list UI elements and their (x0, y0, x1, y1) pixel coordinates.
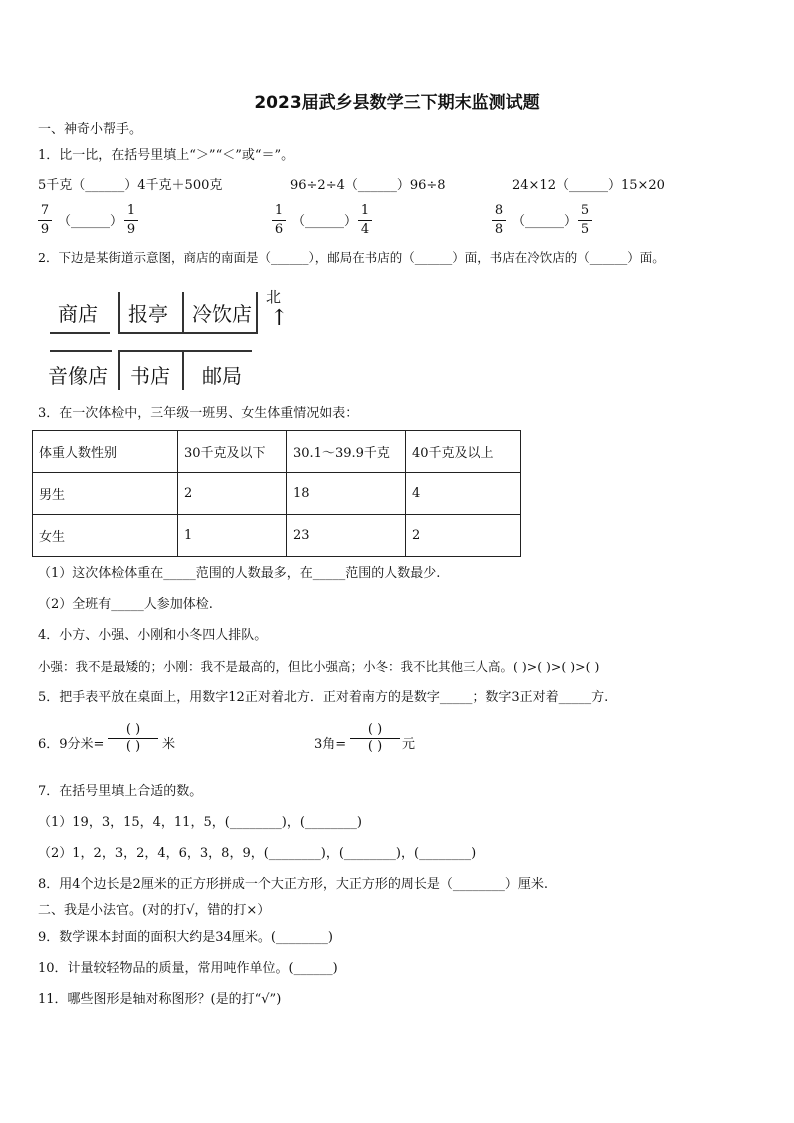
map-post-office: 邮局 (202, 364, 242, 388)
table-cell: 1 (178, 515, 287, 557)
q1-row1-item2: 96÷2÷4（______）96÷8 (290, 178, 446, 193)
denominator-slot: ( ) (367, 739, 383, 754)
section-1-heading: 一、神奇小帮手。 (38, 122, 143, 137)
table-row (33, 515, 521, 557)
q1-frac1-b (124, 203, 138, 238)
weight-table (32, 430, 521, 557)
table-header-cell: 40千克及以上 (406, 431, 521, 473)
table-cell: 2 (178, 473, 287, 515)
q2-text: 2．下边是某街道示意图，商店的南面是（______），邮局在书店的（______）面，书店在冷饮店的（______）面。 (38, 250, 665, 265)
q1-row1-item1: 5千克（______）4千克＋500克 (38, 178, 223, 193)
denominator: 5 (580, 222, 590, 237)
q1-frac3-b (578, 203, 592, 238)
q1-text: 1．比一比，在括号里填上“＞”“＜”或“＝”。 (38, 148, 295, 163)
numerator: 1 (360, 203, 370, 218)
table-cell: 男生 (33, 473, 178, 515)
q3-text: 3．在一次体检中，三年级一班男、女生体重情况如表： (38, 406, 359, 421)
numerator-slot: ( ) (125, 722, 141, 737)
map-road-line (118, 292, 120, 334)
page-title: 2023届武乡县数学三下期末监测试题 (254, 93, 540, 113)
q1-frac2-b (358, 203, 372, 238)
table-cell: 23 (287, 515, 406, 557)
numerator: 5 (580, 203, 590, 218)
q6-unit-b: 元 (402, 737, 416, 752)
table-header-row (33, 431, 521, 473)
map-road-line (50, 332, 110, 334)
map-cold-drink-shop: 冷饮店 (192, 302, 252, 326)
fraction-bar (38, 220, 52, 221)
q6-left-text: 6．9分米= (38, 737, 105, 752)
q4-text: 4．小方、小强、小刚和小冬四人排队。 (38, 628, 268, 643)
q9-text: 9．数学课本封面的面积大约是34厘米。(________) (38, 930, 333, 945)
q3-sub2: （2）全班有_____人参加体检. (38, 597, 213, 612)
q8-text: 8．用4个边长是2厘米的正方形拼成一个大正方形，大正方形的周长是（________）厘米. (38, 877, 548, 892)
q6-answer-fraction-b (350, 722, 400, 755)
table-header-cell: 体重人数性别 (33, 431, 178, 473)
q11-text: 11．哪些图形是轴对称图形？(是的打“√”) (38, 992, 282, 1007)
table-cell: 4 (406, 473, 521, 515)
denominator: 6 (274, 222, 284, 237)
numerator: 1 (274, 203, 284, 218)
q4-detail: 小强：我不是最矮的；小刚：我不是最高的，但比小强高；小冬：我不比其他三人高。( )>( )>( )>( ) (38, 659, 600, 674)
map-road-line (118, 350, 120, 390)
q7-text: 7．在括号里填上合适的数。 (38, 784, 203, 799)
map-shop: 商店 (58, 302, 98, 326)
q1-frac3-blank: （______） (512, 214, 578, 229)
table-header-cell: 30千克及以下 (178, 431, 287, 473)
table-cell: 女生 (33, 515, 178, 557)
fraction-bar (492, 220, 506, 221)
fraction-bar (124, 220, 138, 221)
fraction-bar (358, 220, 372, 221)
north-label: 北 (266, 288, 282, 306)
q6-right-text: 3角= (314, 737, 347, 752)
denominator: 9 (126, 222, 136, 237)
map-road-line (182, 350, 184, 390)
map-road-line (184, 350, 252, 352)
map-road-line (182, 292, 184, 334)
numerator: 8 (494, 203, 504, 218)
section-2-heading: 二、我是小法官。(对的打√，错的打×） (38, 903, 271, 918)
q6-answer-fraction-a (108, 722, 158, 755)
q3-sub1: （1）这次体检体重在_____范围的人数最多，在_____范围的人数最少. (38, 566, 441, 581)
table-header-cell: 30.1～39.9千克 (287, 431, 406, 473)
denominator: 8 (494, 222, 504, 237)
map-road-line (184, 332, 256, 334)
q1-frac2-a (272, 203, 286, 238)
denominator: 4 (360, 222, 370, 237)
map-audio-video-shop: 音像店 (48, 364, 108, 388)
numerator-slot: ( ) (367, 722, 383, 737)
q1-frac2-blank: （______） (292, 214, 358, 229)
map-road-line (256, 292, 258, 334)
q7-sub2: （2）1，2，3，2，4，6，3，8，9，(________)，(________)，(________) (38, 846, 477, 861)
table-cell: 18 (287, 473, 406, 515)
numerator: 1 (126, 203, 136, 218)
map-road-line (50, 350, 112, 352)
q6-unit-a: 米 (162, 737, 176, 752)
q1-frac1-a (38, 203, 52, 238)
q1-frac1-blank: （______） (58, 214, 124, 229)
map-newsstand: 报亭 (128, 302, 168, 326)
q10-text: 10．计量较轻物品的质量，常用吨作单位。(______) (38, 961, 338, 976)
q7-sub1: （1）19，3，15，4，11，5，(________)，(________) (38, 815, 362, 830)
map-bookstore: 书店 (130, 364, 170, 388)
north-arrow-icon: ↑ (270, 306, 289, 331)
q5-text: 5．把手表平放在桌面上，用数字12正对着北方．正对着南方的是数字_____；数字3正对着_____方. (38, 690, 609, 705)
map-road-line (120, 332, 182, 334)
q1-frac3-a (492, 203, 506, 238)
numerator: 7 (40, 203, 50, 218)
fraction-bar (578, 220, 592, 221)
table-row (33, 473, 521, 515)
denominator-slot: ( ) (125, 739, 141, 754)
map-road-line (120, 350, 182, 352)
fraction-bar (272, 220, 286, 221)
q1-row1-item3: 24×12（______）15×20 (512, 178, 665, 193)
denominator: 9 (40, 222, 50, 237)
table-cell: 2 (406, 515, 521, 557)
